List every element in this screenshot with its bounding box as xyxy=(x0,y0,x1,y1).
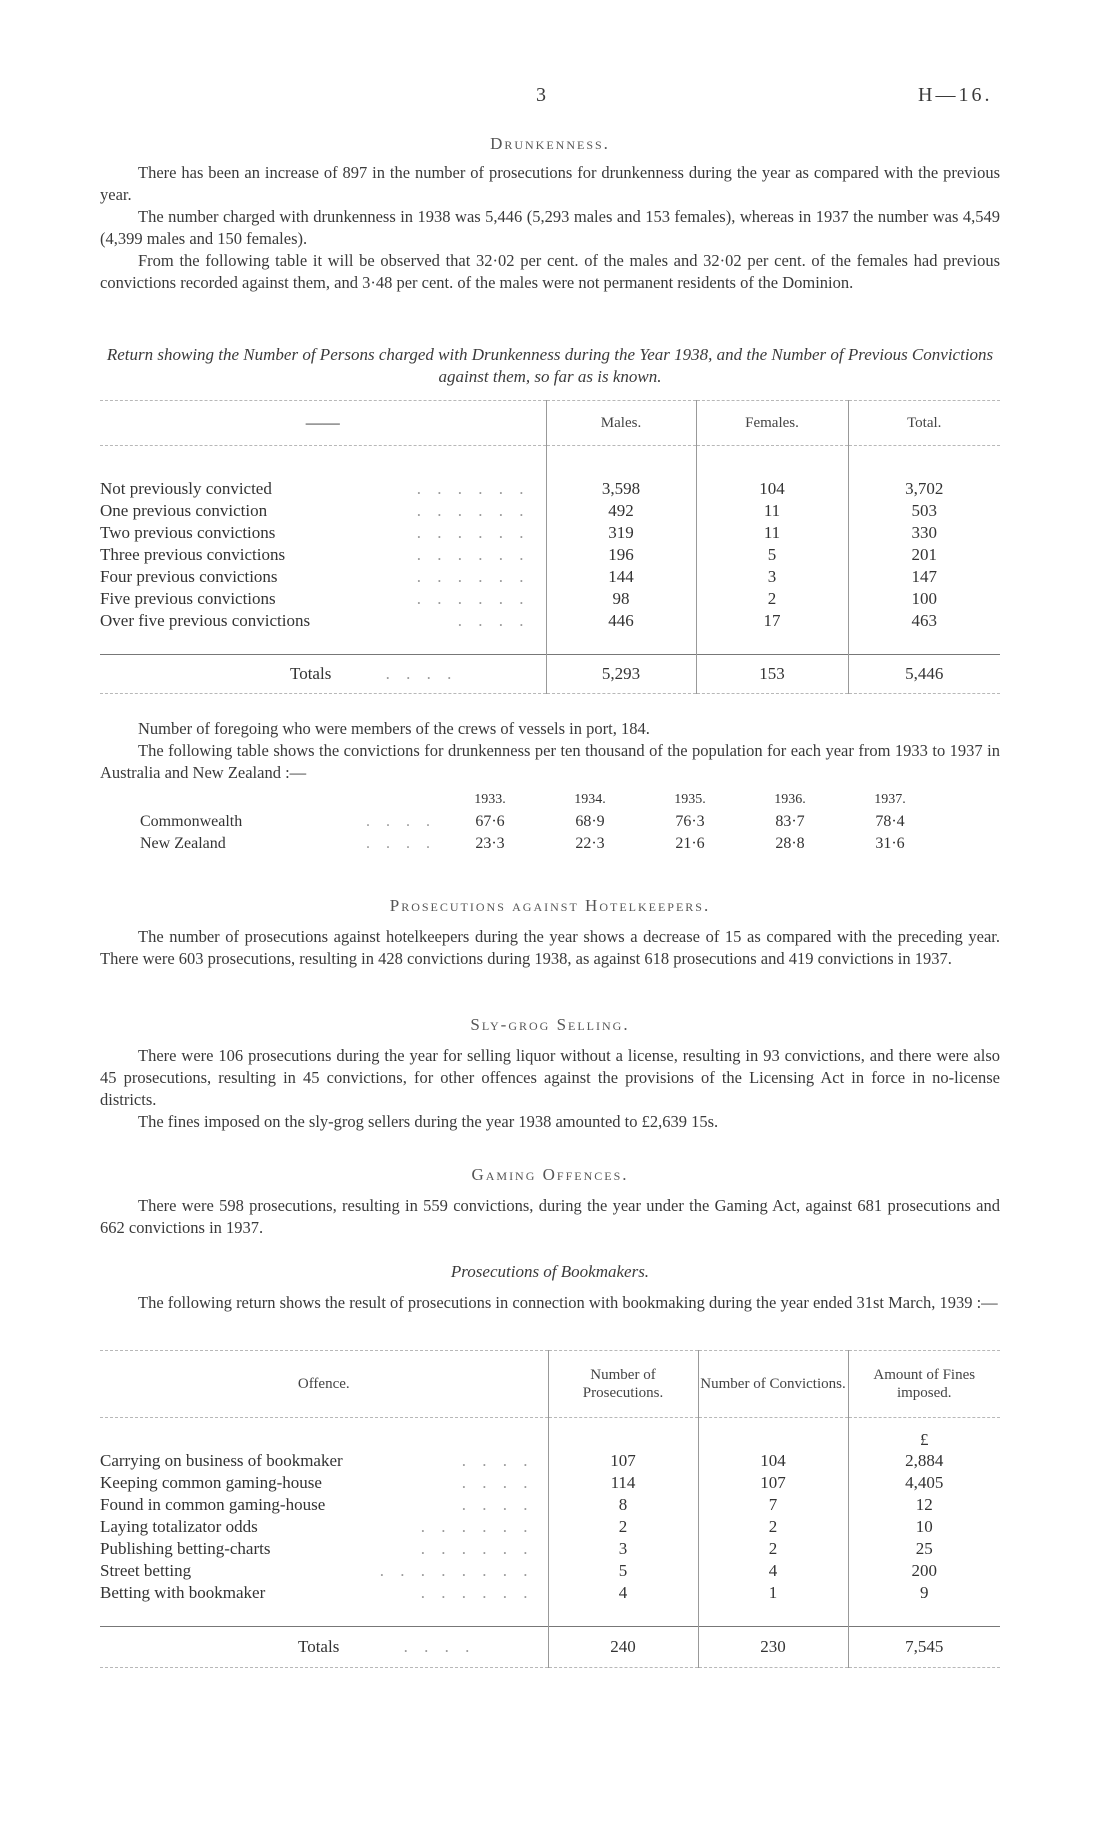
totals-row-label xyxy=(100,1627,548,1668)
cell-females: 5 xyxy=(696,544,848,566)
cell-males: 144 xyxy=(546,566,696,588)
cell-prosecutions: 2 xyxy=(548,1516,698,1538)
leader-dots: . . . . . . xyxy=(420,1539,534,1558)
cell-males: 98 xyxy=(546,588,696,610)
cell-prosecutions: 3 xyxy=(548,1538,698,1560)
rate-table xyxy=(140,789,940,855)
sly-grog-section xyxy=(100,1015,1000,1133)
leader-dots: . . . . xyxy=(366,813,436,830)
totals-prosecutions: 240 xyxy=(548,1627,698,1668)
document-reference: H—16. xyxy=(918,84,993,106)
row-label: Found in common gaming-house xyxy=(100,1495,326,1514)
table-row xyxy=(140,833,940,855)
cell-prosecutions: 8 xyxy=(548,1494,698,1516)
table-row xyxy=(100,478,1000,500)
row-label: Three previous convictions xyxy=(100,545,286,564)
leader-dots: . . . . xyxy=(461,1451,534,1470)
row-label-cell xyxy=(100,544,546,566)
totals-label: Totals xyxy=(298,1637,340,1656)
table-row xyxy=(100,544,1000,566)
row-label-cell xyxy=(100,1450,548,1472)
rate-value: 83·7 xyxy=(775,813,805,830)
row-label: Commonwealth xyxy=(140,813,243,830)
year-header: 1936. xyxy=(774,792,806,807)
cell-females: 3 xyxy=(696,566,848,588)
cell-convictions: 104 xyxy=(698,1450,848,1472)
row-label: Laying totalizator odds xyxy=(100,1517,258,1536)
cell-fines: 10 xyxy=(848,1516,1000,1538)
table-row xyxy=(100,566,1000,588)
leader-dots: . . . . . . xyxy=(416,523,530,542)
paragraph: The number of prosecutions against hotelkeepers during the year shows a decrease of 15 as compared with the preceding year. There were 603 prosecutions, resulting in 428 convictions during 1938, as against 618 prosecutions and 419 convictions in 1937. xyxy=(100,927,1000,968)
rate-value: 31·6 xyxy=(875,835,905,852)
row-label: Not previously convicted xyxy=(100,479,272,498)
row-label: Street betting xyxy=(100,1561,192,1580)
table-row xyxy=(100,500,1000,522)
cell-males: 446 xyxy=(546,610,696,632)
cell-females: 104 xyxy=(696,478,848,500)
rate-value: 28·8 xyxy=(775,835,805,852)
drunkenness-notes xyxy=(100,718,1000,784)
cell-total: 503 xyxy=(848,500,1000,522)
row-label-cell xyxy=(100,1516,548,1538)
cell-females: 2 xyxy=(696,588,848,610)
totals-total: 5,446 xyxy=(848,655,1000,694)
cell-females: 11 xyxy=(696,500,848,522)
table-row xyxy=(100,588,1000,610)
row-label-cell xyxy=(100,610,546,632)
paragraph: From the following table it will be observed that 32·02 per cent. of the males and 32·02 per cent. of the females had previous convictions recorded against them, and 3·48 per cent. of the males were not permanent residents of the Dominion. xyxy=(100,251,1000,292)
gaming-section xyxy=(100,1165,1000,1239)
cell-convictions: 2 xyxy=(698,1516,848,1538)
cell-convictions: 7 xyxy=(698,1494,848,1516)
table-row xyxy=(100,1538,1000,1560)
table-row xyxy=(100,1450,1000,1472)
column-header-offence: Offence. xyxy=(297,1376,350,1392)
cell-total: 100 xyxy=(848,588,1000,610)
leader-dots: . . . . . . xyxy=(416,545,530,564)
row-label: Carrying on business of bookmaker xyxy=(100,1451,343,1470)
table-row xyxy=(100,1516,1000,1538)
cell-total: 201 xyxy=(848,544,1000,566)
row-label-cell xyxy=(140,811,440,833)
cell-convictions: 2 xyxy=(698,1538,848,1560)
rate-value: 23·3 xyxy=(475,835,505,852)
cell-fines: 2,884 xyxy=(848,1450,1000,1472)
leader-dots: . . . . xyxy=(461,1495,534,1514)
hotelkeepers-section xyxy=(100,896,1000,970)
row-label-cell xyxy=(100,1582,548,1604)
rate-value: 21·6 xyxy=(675,835,705,852)
column-header-total: Total. xyxy=(848,401,1000,446)
cell-convictions: 1 xyxy=(698,1582,848,1604)
rate-value: 67·6 xyxy=(475,813,505,830)
leader-dots: . . . . . . xyxy=(416,501,530,520)
row-label-cell xyxy=(100,588,546,610)
row-label: Four previous convictions xyxy=(100,567,278,586)
rate-value: 68·9 xyxy=(575,813,605,830)
paragraph: There has been an increase of 897 in the number of prosecutions for drunkenness during the year as compared with the previous year. xyxy=(100,163,1000,204)
row-label-cell xyxy=(100,478,546,500)
leader-dots: . . . . . . xyxy=(416,479,530,498)
row-label: Betting with bookmaker xyxy=(100,1583,266,1602)
section-heading-drunkenness: Drunkenness. xyxy=(490,134,610,153)
section-heading-sly-grog: Sly-grog Selling. xyxy=(470,1015,630,1034)
cell-total: 330 xyxy=(848,522,1000,544)
table-row xyxy=(100,1472,1000,1494)
leader-dots: . . . . . . xyxy=(420,1517,534,1536)
year-header: 1933. xyxy=(474,792,506,807)
cell-prosecutions: 114 xyxy=(548,1472,698,1494)
row-label-cell xyxy=(100,500,546,522)
leader-dots: . . . . . . . . xyxy=(379,1561,534,1580)
page-number: 3 xyxy=(536,84,546,106)
row-label-cell xyxy=(100,1472,548,1494)
cell-fines: 200 xyxy=(848,1560,1000,1582)
cell-males: 492 xyxy=(546,500,696,522)
row-label: New Zealand xyxy=(140,835,226,852)
column-header-fines: Amount of Fines imposed. xyxy=(848,1351,1000,1418)
table-row xyxy=(100,1494,1000,1516)
table-row xyxy=(100,1582,1000,1604)
row-label-cell xyxy=(100,522,546,544)
drunkenness-section xyxy=(100,134,1000,294)
leader-dots: . . . . xyxy=(366,835,436,852)
cell-convictions: 107 xyxy=(698,1472,848,1494)
section-heading-bookmakers: Prosecutions of Bookmakers. xyxy=(450,1262,650,1281)
totals-label: Totals xyxy=(290,664,332,683)
year-header: 1934. xyxy=(574,792,606,807)
cell-convictions: 4 xyxy=(698,1560,848,1582)
cell-fines: 12 xyxy=(848,1494,1000,1516)
totals-convictions: 230 xyxy=(698,1627,848,1668)
column-header-prosecutions: Number of Prosecutions. xyxy=(548,1351,698,1418)
crews-line: Number of foregoing who were members of the crews of vessels in port, 184. xyxy=(138,719,650,738)
table-caption: Return showing the Number of Persons charged with Drunkenness during the Year 1938, and the Number of Previous Convictions against them, so far as is known. xyxy=(106,345,994,386)
cell-total: 463 xyxy=(848,610,1000,632)
bookmakers-section xyxy=(100,1262,1000,1314)
row-label-cell xyxy=(100,1560,548,1582)
totals-fines: 7,545 xyxy=(848,1627,1000,1668)
cell-females: 11 xyxy=(696,522,848,544)
column-header-females: Females. xyxy=(696,401,848,446)
cell-total: 3,702 xyxy=(848,478,1000,500)
leader-dots: . . . . . . xyxy=(416,567,530,586)
cell-prosecutions: 5 xyxy=(548,1560,698,1582)
table-corner: —— xyxy=(305,413,340,432)
row-label: Publishing betting-charts xyxy=(100,1539,271,1558)
cell-prosecutions: 4 xyxy=(548,1582,698,1604)
leader-dots: . . . . xyxy=(461,1473,534,1492)
row-label-cell xyxy=(100,1494,548,1516)
table-row xyxy=(100,610,1000,632)
totals-row-label xyxy=(100,655,546,694)
row-label: One previous conviction xyxy=(100,501,268,520)
cell-males: 196 xyxy=(546,544,696,566)
leader-dots: . . . . . . xyxy=(416,589,530,608)
rate-value: 78·4 xyxy=(875,813,905,830)
row-label-cell xyxy=(140,833,440,855)
currency-unit: £ xyxy=(848,1418,1000,1451)
row-label: Two previous convictions xyxy=(100,523,276,542)
leader-dots: . . . . xyxy=(403,1637,476,1656)
paragraph: The number charged with drunkenness in 1938 was 5,446 (5,293 males and 153 females), whereas in 1937 the number was 4,549 (4,399 males and 150 females). xyxy=(100,207,1000,248)
row-label: Keeping common gaming-house xyxy=(100,1473,322,1492)
drunkenness-table xyxy=(100,400,1000,716)
rate-value: 76·3 xyxy=(675,813,705,830)
cell-prosecutions: 107 xyxy=(548,1450,698,1472)
column-header-males: Males. xyxy=(546,401,696,446)
column-header-convictions: Number of Convictions. xyxy=(698,1351,848,1418)
cell-total: 147 xyxy=(848,566,1000,588)
cell-fines: 9 xyxy=(848,1582,1000,1604)
section-heading-hotelkeepers: Prosecutions against Hotelkeepers. xyxy=(389,896,711,915)
table-row xyxy=(100,522,1000,544)
year-header: 1937. xyxy=(874,792,906,807)
drunkenness-table-caption xyxy=(100,344,1000,388)
leader-dots: . . . . xyxy=(457,611,530,630)
cell-males: 319 xyxy=(546,522,696,544)
section-heading-gaming: Gaming Offences. xyxy=(471,1165,629,1184)
paragraph: The following return shows the result of prosecutions in connection with bookmaking during the year ended 31st March, 1939 :— xyxy=(138,1293,998,1312)
paragraph: There were 598 prosecutions, resulting in 559 convictions, during the year under the Gaming Act, against 681 prosecutions and 662 convictions in 1937. xyxy=(100,1196,1000,1237)
rate-value: 22·3 xyxy=(575,835,605,852)
row-label: Over five previous convictions xyxy=(100,611,311,630)
row-label-cell xyxy=(100,566,546,588)
paragraph: The fines imposed on the sly-grog sellers during the year 1938 amounted to £2,639 15s. xyxy=(138,1112,719,1131)
row-label-cell xyxy=(100,1538,548,1560)
totals-females: 153 xyxy=(696,655,848,694)
rate-intro: The following table shows the convictions for drunkenness per ten thousand of the population for each year from 1933 to 1937 in Australia and New Zealand :— xyxy=(100,741,1000,782)
cell-fines: 25 xyxy=(848,1538,1000,1560)
row-label: Five previous convictions xyxy=(100,589,276,608)
cell-fines: 4,405 xyxy=(848,1472,1000,1494)
table-row xyxy=(100,1560,1000,1582)
cell-females: 17 xyxy=(696,610,848,632)
totals-males: 5,293 xyxy=(546,655,696,694)
table-row xyxy=(140,811,940,833)
bookmakers-table xyxy=(100,1350,1000,1690)
cell-males: 3,598 xyxy=(546,478,696,500)
year-header: 1935. xyxy=(674,792,706,807)
leader-dots: . . . . . . xyxy=(420,1583,534,1602)
paragraph: There were 106 prosecutions during the year for selling liquor without a license, resulting in 93 convictions, and there were also 45 prosecutions, resulting in 45 convictions, for other offences against the provisions of the Licensing Act in force in no-license districts. xyxy=(100,1046,1000,1109)
leader-dots: . . . . xyxy=(385,664,458,683)
